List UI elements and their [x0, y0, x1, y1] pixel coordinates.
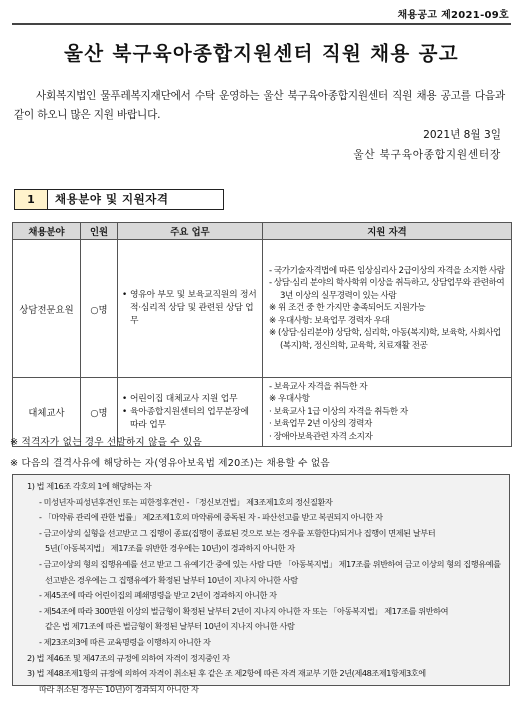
disqualification-box [12, 474, 510, 694]
intro-paragraph: 사회복지법인 물푸레복지재단에서 수탁 운영하는 울산 북구육아종합지원센터 직원 채용 공고를 다음과 같이 하오니 많은 지원 바랍니다. [14, 90, 505, 121]
disqualification-item: 5년(「아동복지법」 제17조를 위반한 경우에는 10년)이 경과하지 아니한 자 [45, 543, 295, 554]
qualification-item: ※ 우대사항: 보육업무 경력자 우대 [269, 315, 390, 326]
qualifications-cell [263, 240, 512, 378]
column-header-duties: 주요 업무 [118, 223, 263, 240]
document-number: 채용공고 제2021-09호 [397, 10, 509, 21]
column-header-count: 인원 [81, 223, 118, 240]
disqualification-item: 선고받은 경우에는 그 집행유예가 확정된 날부터 10년이 지나지 아니한 사람 [45, 574, 298, 585]
field-cell: 상담전문요원 [13, 240, 81, 378]
field-cell: 대체교사 [13, 378, 81, 447]
section-title: 채용분야 및 지원자격 [48, 189, 224, 210]
disqualification-item: - 제45조에 따라 어린이집의 폐쇄명령을 받고 2년이 경과하지 아니한 자 [39, 590, 277, 601]
duty-item: • 육아종합지원센터의 업무분장에 따라 업무 [122, 406, 257, 432]
disqualification-item: - 「마약류 관리에 관한 법률」 제2조제1호의 마약류에 중독된 자 - 파산선고를 받고 복권되지 아니한 자 [39, 512, 383, 523]
qualification-item: ※ 위 조건 중 한 가지만 충족되어도 지원가능 [269, 303, 426, 314]
count-cell: ○명 [81, 240, 118, 378]
qualification-item: ※ 우대사항 [269, 394, 310, 405]
qualification-item: - 국가기술자격법에 따른 임상심리사 2급이상의 자격을 소지한 사람 [269, 265, 505, 276]
organization-signature: 울산 북구육아종합지원센터장 [353, 149, 501, 161]
announcement-date: 2021년 8월 3일 [423, 129, 501, 141]
duty-item: • 영유아 부모 및 보육교직원의 정서적·심리적 상담 및 관련된 상담 업무 [122, 289, 257, 328]
disqualification-item: - 제23조의3에 따른 교육명령을 이행하지 아니한 자 [39, 636, 211, 647]
column-header-qualifications: 지원 자격 [263, 223, 512, 240]
disqualification-item: - 미성년자·피성년후견인 또는 피한정후견인 - 「정신보건법」 제3조제1호의 정신질환자 [39, 496, 333, 507]
top-divider [12, 23, 511, 25]
disqualification-item: 3) 법 제48조제1항의 규정에 의하여 자격이 취소된 후 같은 조 제2항에 따른 자격 재교부 기한 2년(제48조제1항제3호에 [27, 668, 426, 679]
count-cell: ○명 [81, 378, 118, 447]
disqualification-item: 같은 법 제71조에 따른 벌금형이 확정된 날부터 10년이 지나지 아니한 사람 [45, 621, 295, 632]
qualification-item: · 보육업무 2년 이상의 경력자 [269, 419, 372, 430]
duty-item: • 어린이집 대체교사 지원 업무 [122, 393, 257, 406]
table-header-row [13, 223, 512, 240]
note-disqualification: ※ 다음의 결격사유에 해당하는 자(영유아보육법 제20조)는 채용할 수 없음 [10, 458, 330, 469]
note-no-qualified-candidate: ※ 적격자가 없는 경우 선발하지 않을 수 있음 [10, 437, 202, 448]
qualification-item: ※ (상담·심리분야) 상담학, 심리학, 아동(복지)학, 보육학, 사회사업(복지)학, 정신의학, 교육학, 치료재활 전공 [269, 328, 501, 351]
page-title: 울산 북구육아종합지원센터 직원 채용 공고 [64, 42, 459, 65]
column-header-field: 채용분야 [13, 223, 81, 240]
duties-cell [118, 240, 263, 378]
qualification-item: · 장애아보육관련 자격 소지자 [269, 431, 373, 442]
disqualification-item: 1) 법 제16조 각호의 1에 해당하는 자 [27, 481, 152, 491]
qualification-item: - 보육교사 자격을 취득한 자 [269, 381, 368, 392]
recruitment-table [12, 222, 512, 447]
table-row [13, 240, 512, 378]
disqualification-item: 따라 취소된 경우는 10년)이 경과되지 아니한 자 [39, 683, 199, 694]
disqualification-item: - 금고이상의 형의 집행유예를 선고 받고 그 유예기간 중에 있는 사람 다만 「아동복지법」 제17조를 위반하여 금고 이상의 형의 집행유예를 [39, 558, 501, 569]
section-number: 1 [14, 189, 48, 210]
qualification-item: · 보육교사 1급 이상의 자격을 취득한 자 [269, 406, 408, 417]
disqualification-item: - 금고이상의 실형을 선고받고 그 집행이 종료(집행이 종료된 것으로 보는 경우를 포함한다)되거나 집행이 면제된 날부터 [39, 527, 436, 538]
disqualification-item: 2) 법 제46조 및 제47조의 규정에 의하여 자격이 정지중인 자 [27, 652, 230, 663]
qualification-item: - 상담·심리 분야의 학사학위 이상을 취득하고, 상담업무와 관련하여 3년 이상의 실무경력이 있는 사람 [269, 278, 505, 301]
disqualification-item: - 제54조에 따라 300만원 이상의 벌금형이 확정된 날부터 2년이 지나지 아니한 자 또는 「아동복지법」 제17조를 위반하여 [39, 605, 449, 616]
qualifications-cell [263, 378, 512, 447]
